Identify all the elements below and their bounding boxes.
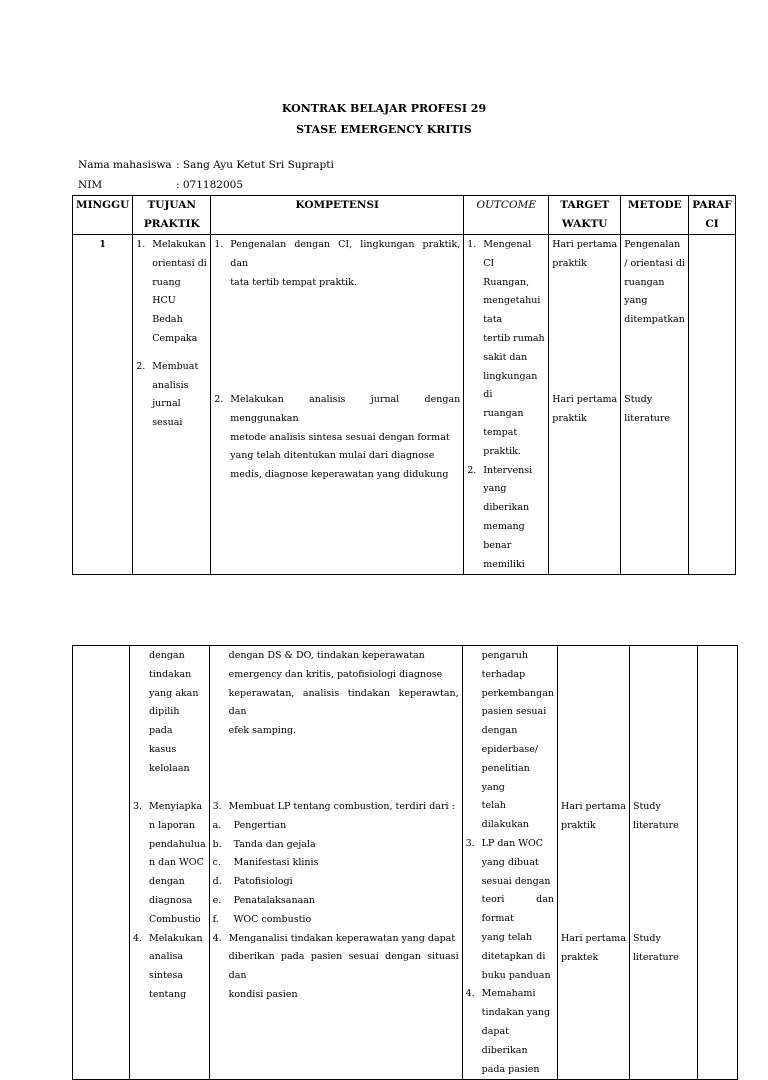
text-line: memiliki xyxy=(483,558,525,570)
text-line: dapat diberikan xyxy=(481,1025,528,1056)
text-line: pengaruh xyxy=(481,650,528,661)
text-line: n laporan xyxy=(149,819,195,831)
text-line: praktik xyxy=(552,412,587,424)
text-line: Bedah xyxy=(152,314,183,326)
text-line: lingkungan di xyxy=(483,370,538,401)
text-line: literature xyxy=(632,951,679,963)
kompetensi-subitem: f. WOC combustio xyxy=(212,913,312,925)
document-subtitle: STASE EMERGENCY KRITIS xyxy=(296,123,472,136)
text-line: orientasi di xyxy=(152,257,207,269)
week-number: 1 xyxy=(99,239,106,250)
tujuan-cell: dengan tindakan yang akan dipilih pada kasus kelolaan 3. Menyiapka n laporan pendahulua n dan WOC dengan diagnosa Combustio 4. Melakukan analisa sintesa tentang xyxy=(130,646,209,1005)
text-line: efek samping. xyxy=(228,725,297,737)
text-line: tertib rumah xyxy=(483,332,545,344)
text-line: dengan xyxy=(481,725,518,737)
text-line: pendahulua xyxy=(149,838,206,850)
text-line: diagnosa xyxy=(149,894,193,906)
text-line: Pengenalan dengan CI, lingkungan praktik, dan xyxy=(230,239,461,269)
text-line: jurnal xyxy=(152,398,181,410)
text-line: metode analisis sintesa sesuai dengan format xyxy=(230,431,450,443)
outcome-cell: pengaruh terhadap perkembangan pasien sesuai dengan epiderbase/ penelitian yang telah dilakukan 3. LP dan WOC yang dibuat sesuai dengan teori dan format yang telah ditetapkan di buku panduan 4. Memahami tindakan yang dapat diberikan pada pasien xyxy=(463,646,557,1079)
kompetensi-subitem: e. Penatalaksanaan xyxy=(212,894,316,906)
text-line: Menyiapka xyxy=(149,801,203,812)
header-outcome: OUTCOME xyxy=(476,199,536,211)
text-line: yang telah ditentukan mulai dari diagnose xyxy=(230,450,435,462)
text-line: yang xyxy=(624,295,648,307)
text-line: ditempatkan xyxy=(624,314,685,326)
text-line: penelitian yang xyxy=(481,762,530,793)
text-line: tindakan xyxy=(149,668,192,680)
text-line: Membuat xyxy=(152,360,199,372)
student-name-value: : Sang Ayu Ketut Sri Suprapti xyxy=(176,159,334,171)
text-line: praktik xyxy=(560,819,596,831)
text-line: yang dibuat xyxy=(481,856,539,868)
kompetensi-cell: 1. Pengenalan dengan CI, lingkungan praktik, dan tata tertib tempat praktik. 2. Melakukan analisis jurnal dengan menggunakan metode analisis sintesa sesuai dengan format yang telah ditentukan mulai dari diagnose medis, diagnose keperawatan yang didukung xyxy=(211,235,463,485)
student-name-label: Nama mahasiswa xyxy=(78,159,172,171)
text-line: pasien sesuai xyxy=(481,706,547,718)
text-line: diberikan xyxy=(483,502,530,514)
text-line: sakit dan xyxy=(483,351,528,363)
text-line: dengan xyxy=(149,876,185,888)
text-line: diberikan pada pasien sesuai dengan situasi dan xyxy=(228,951,459,982)
text-line: dengan DS & DO, tindakan keperawatan xyxy=(228,650,425,661)
text-line: analisis xyxy=(152,379,189,391)
text-line: Melakukan analisis jurnal dengan menggunakan xyxy=(230,394,461,424)
text-line: Cempaka xyxy=(152,332,198,344)
text-line: praktik. xyxy=(483,445,521,457)
header-tujuan-praktik: TUJUAN PRAKTIK xyxy=(143,199,200,230)
week-cell xyxy=(73,646,130,1080)
text-line: sesuai xyxy=(152,417,183,429)
text-line: n dan WOC xyxy=(149,857,204,869)
text-line: dipilih pada xyxy=(149,706,180,737)
text-line: terhadap xyxy=(481,668,526,680)
text-line: Intervensi yang xyxy=(483,464,533,495)
text-line: Study xyxy=(632,801,661,812)
text-line: Ruangan, xyxy=(483,276,530,288)
text-line: mengetahui tata xyxy=(483,295,541,326)
text-line: / orientasi di xyxy=(624,257,686,269)
text-line: Hari pertama xyxy=(560,933,626,944)
header-metode: METODE xyxy=(627,199,682,211)
learning-contract-table-page2 xyxy=(72,645,738,1080)
text-line: Hari pertama xyxy=(552,239,618,250)
text-line: Hari pertama xyxy=(560,801,626,812)
header-target-waktu: TARGET WAKTU xyxy=(560,199,610,230)
text-line: sesuai dengan xyxy=(481,875,551,887)
tujuan-cell: 1. Melakukan orientasi di ruang HCU Bedah Cempaka 2. Membuat analisis jurnal sesuai xyxy=(133,235,210,433)
outcome-cell: 1. Mengenal CI Ruangan, mengetahui tata tertib rumah sakit dan lingkungan di ruangan tempat praktik. 2. Intervensi yang diberikan memang benar memiliki xyxy=(464,235,548,574)
text-line: LP dan WOC xyxy=(481,837,544,849)
table-row xyxy=(73,235,736,575)
text-line: literature xyxy=(624,412,671,424)
text-line: pada pasien xyxy=(481,1063,540,1075)
text-line: tata tertib tempat praktik. xyxy=(230,276,357,288)
kompetensi-subitem: d. Patofisiologi xyxy=(212,876,293,888)
text-line: Pengenalan xyxy=(624,239,681,250)
text-line: analisa xyxy=(149,951,184,963)
text-line: kondisi pasien xyxy=(228,988,298,1000)
text-line: emergency dan kritis, patofisiologi diagnose xyxy=(228,668,443,680)
student-nim-value: : 071182005 xyxy=(176,179,243,191)
text-line: buku panduan xyxy=(481,969,551,981)
kompetensi-subitem: c. Manifestasi klinis xyxy=(212,857,319,869)
header-minggu: MINGGU xyxy=(76,199,130,211)
text-line: tindakan yang xyxy=(481,1007,551,1019)
text-line: Mengenal CI xyxy=(483,239,532,269)
table-row xyxy=(73,646,738,1080)
text-line: medis, diagnose keperawatan yang didukung xyxy=(230,469,449,481)
text-line: Study xyxy=(632,933,661,944)
text-line: sintesa xyxy=(149,970,184,982)
target-waktu-cell xyxy=(549,235,620,429)
text-line: Menganalisi tindakan keperawatan yang dapat xyxy=(228,932,456,944)
student-nim-label: NIM xyxy=(78,179,103,191)
text-line: Memahami xyxy=(481,988,536,1000)
header-kompetensi: KOMPETENSI xyxy=(295,199,379,211)
text-line: ruangan xyxy=(624,276,665,288)
text-line: teori dan format xyxy=(481,894,554,925)
text-line: telah dilakukan xyxy=(481,800,529,831)
text-line: memang benar xyxy=(483,520,525,551)
header-paraf-ci: PARAF CI xyxy=(692,199,732,230)
text-line: ditetapkan di xyxy=(481,950,546,962)
kompetensi-subitem: a. Pengertian xyxy=(212,819,287,831)
text-line: Hari pertama xyxy=(552,394,618,405)
text-line: Melakukan xyxy=(149,932,203,944)
text-line: ruangan tempat xyxy=(483,408,524,438)
text-line: dengan xyxy=(149,650,185,661)
text-line: tentang xyxy=(149,988,187,1000)
text-line: epiderbase/ xyxy=(481,743,539,755)
metode-cell xyxy=(621,235,688,429)
text-line: perkembangan xyxy=(481,687,554,699)
paraf-ci-cell xyxy=(697,646,737,1080)
kompetensi-subitem: b. Tanda dan gejala xyxy=(212,838,316,850)
text-line: Combustio xyxy=(149,913,201,925)
learning-contract-table-page1 xyxy=(72,195,736,575)
kompetensi-cell: dengan DS & DO, tindakan keperawatan emergency dan kritis, patofisiologi diagnose keperawatan, analisis tindakan keperawtan, dan efek samping. 3. Membuat LP tentang combustion, terdiri dari : a. Pengertian b. Tanda dan gejala c. Manifestasi klinis d. Patofisiologi e. Penatalaksanaan f. WOC combustio 4. Menganalisi tindakan keperawatan yang dapat diberikan pada pasien sesuai dengan situasi dan kondisi pasien xyxy=(210,646,462,1005)
text-line: Melakukan xyxy=(152,239,206,250)
target-waktu-cell xyxy=(558,646,629,968)
text-line: praktik xyxy=(552,257,587,269)
text-line: kelolaan xyxy=(149,762,190,774)
metode-cell xyxy=(630,646,697,968)
document-title: KONTRAK BELAJAR PROFESI 29 xyxy=(281,102,487,115)
paraf-ci-cell xyxy=(689,235,736,575)
kompetensi-sublist xyxy=(213,817,459,930)
text-line: yang akan xyxy=(149,687,199,699)
text-line: kasus xyxy=(149,743,177,755)
text-line: Study xyxy=(624,394,653,405)
text-line: ruang HCU xyxy=(152,276,181,307)
text-line: keperawatan, analisis tindakan keperawtan, dan xyxy=(228,687,459,718)
text-line: yang telah xyxy=(481,931,533,943)
table-header-row xyxy=(73,196,736,235)
text-line: literature xyxy=(632,819,679,831)
text-line: praktek xyxy=(560,951,599,963)
